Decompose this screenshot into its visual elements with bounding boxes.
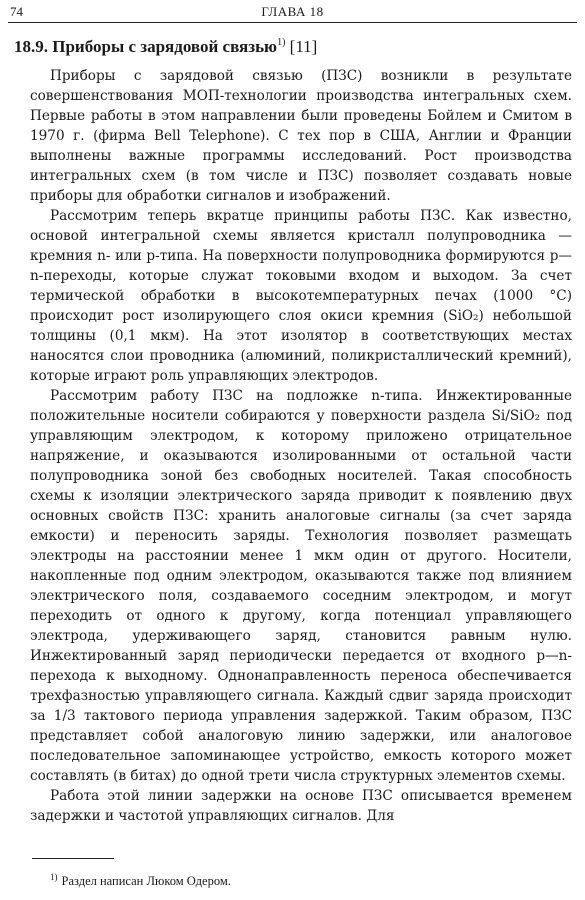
paragraph: Рассмотрим работу ПЗС на подложке n-типа. Инжектированные положительные носители собираются у поверхности раздела Si/SiO₂ под управляющим электродом, к которому приложено отрицательное напряжение, и оказываются изолированными от остальной части полупроводника зоной без свободных носителей. Такая способность схемы к изоляции электрического заряда приводит к появлению двух основных свойств ПЗС: хранить аналоговые сигналы (за счет заряда емкости) и переносить заряды. Технология позволяет размещать электроды на расстоянии менее 1 мкм один от другого. Носители, накопленные под одним электродом, оказываются также под влиянием электрического поля, создаваемого соседним электродом, и могут переходить от одного к другому, когда потенциал управляющего электрода, удерживающего заряд, становится равным нулю. Инжектированный заряд периодически передается от входного p—n-перехода к выходному. Однонаправленность переноса обеспечивается трехфазностью управляющего сигнала. Каждый сдвиг заряда происходит за 1/3 тактового периода управления задержкой. Таким образом, ПЗС представляет собой аналоговую линию задержки, или аналоговое последовательное запоминающее устройство, емкость которого может составлять (в битах) до одной трети числа структурных элементов схемы. (30, 388, 572, 784)
footnote (50, 872, 231, 889)
paragraph: Рассмотрим теперь вкратце принципы работы ПЗС. Как известно, основой интегральной схемы является кристалл полупроводника — кремния n- или p-типа. На поверхности полупроводника формируются p—n-переходы, которые служат токовыми входом и выходом. За счет термической обработки в высокотемпературных печах (1000 °C) происходит рост изолирующего слоя окиси кремния (SiO₂) небольшой толщины (0,1 мкм). На этот изолятор в соответствующих местах наносятся слои проводника (алюминий, поликристаллический кремний), которые играют роль управляющих электродов. (30, 208, 572, 384)
footnote-rule (32, 858, 114, 859)
footnote-text: Раздел написан Люком Одером. (61, 874, 231, 888)
section-heading-text: 18.9. Приборы с зарядовой связью (14, 37, 278, 56)
paragraph: Приборы с зарядовой связью (ПЗС) возникли в результате совершенствования МОП-технологии производства интегральных схем. Первые работы в этом направлении были проведены Бойлем и Смитом в 1970 г. (фирма Bell Telephone). С тех пор в США, Англии и Франции выполнены важные программы исследований. Рост производства интегральных схем (в том числе и ПЗС) позволяет создавать новые приборы для обработки сигналов и изображений. (30, 68, 572, 204)
page-number: 74 (10, 4, 23, 19)
section-footnote-mark: 1) (277, 37, 286, 48)
paragraph: Работа этой линии задержки на основе ПЗС описывается временем задержки и частотой управляющих сигналов. Для (30, 788, 572, 824)
header-rule (8, 22, 577, 23)
chapter-label: ГЛАВА 18 (261, 4, 324, 19)
section-reference: [11] (289, 37, 318, 56)
footnote-mark: 1) (50, 872, 58, 882)
running-head (10, 4, 575, 22)
section-title (14, 37, 317, 57)
body-text (30, 66, 572, 826)
